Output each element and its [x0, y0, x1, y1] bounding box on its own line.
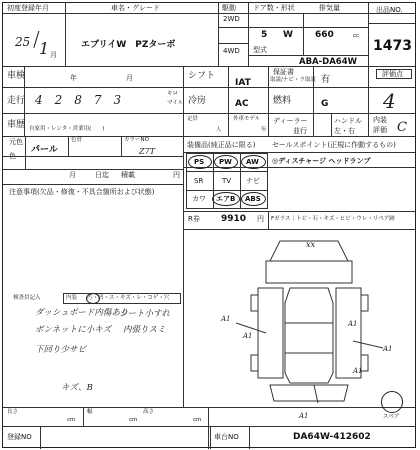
- circle-dirt: [86, 293, 100, 304]
- damage-mark-a1-rear: A1: [299, 412, 309, 420]
- mileage-value: 4 2 8 7 3: [35, 93, 122, 107]
- circle-abs: [241, 192, 266, 206]
- fuel-label: 燃料: [273, 96, 292, 106]
- chassis-label: 車台NO: [214, 433, 239, 441]
- doors-value: 5: [261, 30, 268, 40]
- interior-sub: 評価: [373, 126, 387, 134]
- equip-abs: ABS: [245, 195, 261, 203]
- equip-aw: AW: [246, 158, 259, 166]
- ac-label: 冷房: [188, 96, 207, 106]
- spare-label: スペア: [383, 414, 400, 420]
- damage-mark-a1-rear-2: A1: [353, 367, 363, 375]
- drive-4wd: 4WD: [223, 47, 240, 55]
- drive-2wd: 2WD: [223, 15, 240, 23]
- import-year-unit: 年: [261, 127, 267, 133]
- deadline-day-unit: 日迄: [95, 171, 109, 179]
- warranty-sub: 取説/ナビ・ラ取説: [270, 77, 316, 83]
- width-cm: cm: [129, 417, 138, 423]
- shift-value: IAT: [235, 78, 251, 88]
- interior-score-value: C: [397, 120, 407, 135]
- damage-mark-a1-left: A1: [221, 315, 231, 323]
- equip-ps: PS: [194, 158, 205, 166]
- registration-year: 25: [15, 35, 31, 49]
- hand-note-1: ダッシュボード内傷あり: [35, 308, 129, 318]
- doors-label: ドア数・形状: [253, 4, 295, 12]
- color-orig-label: 元色: [9, 138, 23, 146]
- month-unit: 月: [50, 51, 57, 59]
- damage-mark-xx: xx: [306, 240, 316, 249]
- car-damage-diagram: [218, 233, 408, 405]
- displacement-value: 660: [315, 30, 334, 40]
- width-label: 幅: [87, 409, 93, 415]
- inspector-interior-label: 内装: [66, 295, 78, 301]
- equipment-label: 装備品(純正品に限る): [187, 141, 256, 149]
- inspector-label: 検査員記入: [13, 295, 41, 301]
- auction-sheet: [2, 2, 416, 448]
- glass-label: Fガラス｜トビ・石・キズ・ヒビ・ウレ・リペア跡: [271, 216, 395, 222]
- length-label: 長さ: [7, 409, 19, 415]
- cc-unit: cc: [353, 33, 360, 39]
- body-value: W: [283, 30, 293, 40]
- circle-pw: [214, 155, 238, 169]
- equip-leather: カワ: [192, 195, 206, 203]
- inspection-label: 車検: [7, 71, 26, 81]
- shift-label: シフト: [188, 71, 216, 81]
- first-registration-label: 初度登録年月: [7, 4, 49, 12]
- fuel-value: G: [321, 99, 329, 109]
- chassis-value: DA64W-412602: [293, 432, 371, 442]
- hand-note-5: 下回り少サビ: [35, 345, 87, 355]
- score-value: 4: [383, 89, 396, 113]
- color-label: 色: [9, 152, 16, 160]
- model-grade-value: エブリイW PZターボ: [81, 40, 176, 50]
- mileage-label: 走行: [7, 96, 26, 106]
- hand-note-6: キズ、B: [61, 383, 93, 393]
- capacity-unit: 人: [216, 127, 222, 133]
- inspection-year-unit: 年: [70, 74, 77, 82]
- notes-label: 注意事項(欠品・修復・不具合箇所および状態): [9, 188, 155, 196]
- km-label: キロ: [167, 91, 179, 97]
- inspector-items: 汚・凹・ス・キズ・レ・コゲ・穴: [87, 295, 170, 301]
- damage-mark-a1-right: A1: [383, 345, 393, 353]
- circle-ps: [188, 155, 212, 169]
- damage-mark-a1-left-2: A1: [243, 332, 253, 340]
- equip-airbag: エアB: [216, 195, 236, 203]
- sales-point-label: セールスポイント(正規に作動するもの): [272, 141, 396, 149]
- hand-note-3: ボンネットに小キズ: [35, 325, 112, 335]
- r-ticket-value: 9910: [221, 214, 247, 224]
- dealer-sub: 並行: [293, 127, 307, 135]
- r-ticket-label: R券: [188, 215, 200, 223]
- inspection-month-unit: 月: [126, 74, 133, 82]
- handle-value: 左・右: [334, 127, 355, 135]
- tax-unit: 円: [173, 171, 180, 179]
- type-value: ABA-DA64W: [299, 57, 358, 67]
- hand-note-4: 内張りスミ: [123, 325, 166, 335]
- damage-mark-a1-right-2: A1: [348, 320, 358, 328]
- equip-pw: PW: [219, 158, 232, 166]
- registration-no-label: 登録NO: [7, 433, 32, 441]
- hand-note-2: シート小すれ: [119, 309, 171, 319]
- date-slash: /: [33, 27, 40, 51]
- circle-aw: [241, 155, 266, 169]
- model-grade-label: 車名・グレード: [111, 4, 160, 12]
- ac-value: AC: [235, 99, 249, 109]
- lot-number-label: 出品NO.: [376, 6, 403, 14]
- lot-number-value: 1473: [373, 38, 412, 54]
- yen-unit: 円: [257, 215, 264, 223]
- displacement-label: 排気量: [319, 4, 340, 12]
- length-cm: cm: [67, 417, 76, 423]
- height-label: 高さ: [143, 409, 155, 415]
- registration-month: 1: [39, 39, 50, 58]
- warranty-value: 有: [321, 75, 331, 85]
- tax-label: 積載: [121, 171, 135, 179]
- history-label: 車歴: [7, 120, 26, 130]
- color-no-value: Z7T: [139, 147, 155, 156]
- sales-point-value: ◎ディスチャージ ヘッドランプ: [272, 157, 371, 165]
- interior-label: 内装: [373, 116, 387, 124]
- deadline-month-unit: 月: [69, 171, 76, 179]
- equip-tv: TV: [222, 177, 232, 185]
- warranty-label: 保証書: [273, 68, 294, 76]
- color-value: パール: [31, 145, 58, 155]
- type-label: 型式: [253, 46, 267, 54]
- height-cm: cm: [193, 417, 202, 423]
- dealer-label: ディーラー: [273, 117, 308, 125]
- spare-tire-icon: [381, 391, 403, 413]
- color-change-label: 色替: [71, 137, 83, 143]
- history-options: 自家用・レンタ・営業用( ): [29, 126, 105, 132]
- equip-navi: ナビ: [246, 177, 260, 185]
- score-label: 評価点: [382, 70, 403, 78]
- mile-label: マイル: [167, 100, 184, 106]
- circle-airbag: [212, 192, 240, 206]
- drive-label: 駆動: [222, 4, 236, 12]
- handle-label: ハンドル: [334, 117, 362, 125]
- color-no-label: カラーNO: [124, 137, 149, 143]
- import-model-label: 外車モデル: [233, 116, 261, 122]
- capacity-label: 定員: [187, 116, 199, 122]
- equip-sr: SR: [194, 177, 204, 185]
